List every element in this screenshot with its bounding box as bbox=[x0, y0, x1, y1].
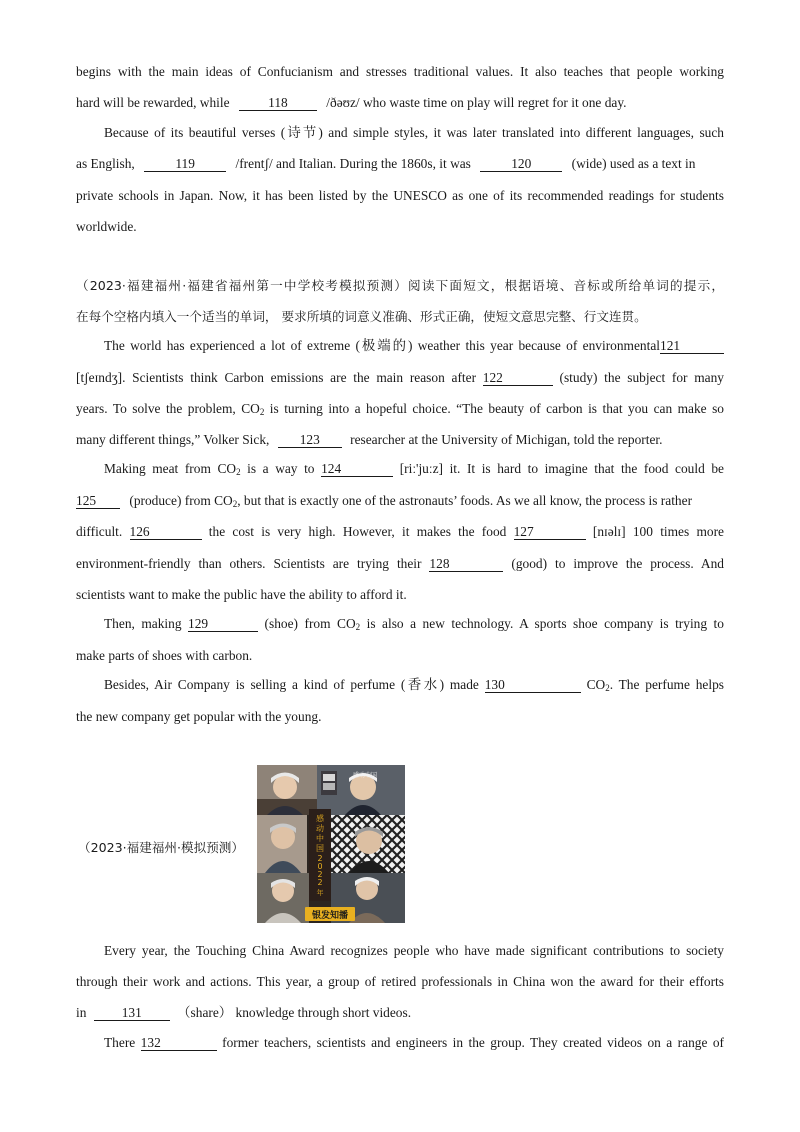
passage-line bbox=[76, 94, 627, 112]
blank-131[interactable]: 131 bbox=[94, 1005, 170, 1021]
svg-text:2: 2 bbox=[317, 870, 323, 879]
award-photo-collage bbox=[257, 765, 405, 923]
passage-line: Then, making 129 (shoe) from $CO_2$ is also a new technology. A sports shoe company is trying to bbox=[104, 616, 724, 632]
blank-130[interactable]: 130 bbox=[485, 677, 581, 693]
text-segment: as English, bbox=[76, 156, 135, 171]
blank-127[interactable]: 127 bbox=[514, 524, 586, 540]
passage-line: make parts of shoes with carbon. bbox=[76, 648, 253, 663]
svg-text:中: 中 bbox=[316, 834, 324, 843]
passage-line: in 131 （share） knowledge through short videos. bbox=[76, 1005, 412, 1020]
blank-124[interactable]: 124 bbox=[321, 461, 393, 477]
blank-121[interactable]: 121 bbox=[660, 338, 724, 354]
svg-text:年: 年 bbox=[316, 889, 324, 897]
passage-line: The world has experienced a lot of extreme (极端的) weather this year because of environmental121 bbox=[104, 337, 724, 355]
passage-line: the new company get popular with the young. bbox=[76, 709, 322, 724]
blank-129[interactable]: 129 bbox=[188, 616, 258, 632]
passage-line: environment-friendly than others. Scientists are trying their 128 (good) to improve the process. And bbox=[76, 556, 724, 571]
blank-118[interactable]: 118 bbox=[239, 95, 317, 111]
text-segment: (wide) used as a text in bbox=[571, 156, 696, 171]
passage-line bbox=[76, 155, 695, 173]
svg-text:动: 动 bbox=[316, 824, 324, 833]
blank-122[interactable]: 122 bbox=[483, 370, 553, 386]
section-instructions: （2023·福建福州·福建省福州第一中学校考模拟预测）阅读下面短文，根据语境、音标或所给单词的提示， bbox=[76, 278, 724, 293]
blank-132[interactable]: 132 bbox=[141, 1035, 217, 1051]
blank-119[interactable]: 119 bbox=[144, 156, 226, 172]
passage-line: many different things,” Volker Sick, 123 researcher at the University of Michigan, told the reporter. bbox=[76, 432, 663, 447]
blank-120[interactable]: 120 bbox=[480, 156, 562, 172]
award-photo bbox=[257, 765, 405, 923]
passage-line: Because of its beautiful verses (诗节) and simple styles, it was later translated into different languages, such bbox=[104, 125, 724, 140]
passage-line: There 132 former teachers, scientists and engineers in the group. They created videos on a range of bbox=[104, 1035, 724, 1050]
passage-line: begins with the main ideas of Confucianism and stresses traditional values. It also teaches that people working bbox=[76, 64, 724, 79]
passage-line: years. To solve the problem, $CO_2$ is turning into a hopeful choice. “The beauty of carbon is that you can make so bbox=[76, 401, 724, 417]
passage-line: Besides, Air Company is selling a kind of perfume (香水) made 130 $CO_2$. The perfume helps bbox=[104, 677, 725, 693]
svg-text:感: 感 bbox=[316, 814, 324, 823]
text-segment: hard will be rewarded, while bbox=[76, 95, 230, 110]
passage-line: through their work and actions. This year, a group of retired professionals in China won the award for their efforts bbox=[76, 974, 724, 989]
svg-text:2: 2 bbox=[317, 854, 323, 863]
passage-line: Making meat from $CO_2$ is a way to 124 [riː'juːz] it. It is hard to imagine that the food could be bbox=[104, 461, 724, 477]
section-source-caption: （2023·福建福州·模拟预测） bbox=[78, 840, 244, 855]
svg-text:0: 0 bbox=[317, 862, 323, 871]
passage-line: [tʃeɪndʒ]. Scientists think Carbon emissions are the main reason after 122 (study) the subject for many bbox=[76, 370, 724, 385]
passage-line: scientists want to make the public have the ability to afford it. bbox=[76, 587, 407, 602]
text-segment: /frentʃ/ and Italian. During the 1860s, it was bbox=[235, 156, 471, 171]
passage-line: private schools in Japan. Now, it has been listed by the UNESCO as one of its recommended readings for students bbox=[76, 188, 724, 203]
blank-126[interactable]: 126 bbox=[130, 524, 202, 540]
blank-125[interactable]: 125 bbox=[76, 493, 120, 509]
svg-text:国: 国 bbox=[316, 844, 324, 853]
passage-line: 125 (produce) from $CO_2$, but that is exactly one of the astronauts’ foods. As we all know, the process is rather bbox=[76, 493, 693, 509]
blank-128[interactable]: 128 bbox=[429, 556, 503, 572]
passage-line: Every year, the Touching China Award recognizes people who have made significant contributions to society bbox=[104, 943, 724, 958]
svg-text:2: 2 bbox=[317, 878, 323, 887]
text-segment: /ðəʊz/ who waste time on play will regret for it one day. bbox=[326, 95, 627, 110]
passage-line: difficult. 126 the cost is very high. However, it makes the food 127 [nɪəlɪ] 100 times more bbox=[76, 524, 724, 539]
section-instructions: 在每个空格内填入一个适当的单词， 要求所填的词意义准确、形式正确，使短文意思完整、行文连贯。 bbox=[76, 309, 647, 324]
svg-text:银发知播: 银发知播 bbox=[311, 911, 349, 921]
svg-text:感动中国: 感动中国 bbox=[353, 772, 378, 779]
passage-line: worldwide. bbox=[76, 219, 137, 234]
blank-123[interactable]: 123 bbox=[278, 432, 342, 448]
